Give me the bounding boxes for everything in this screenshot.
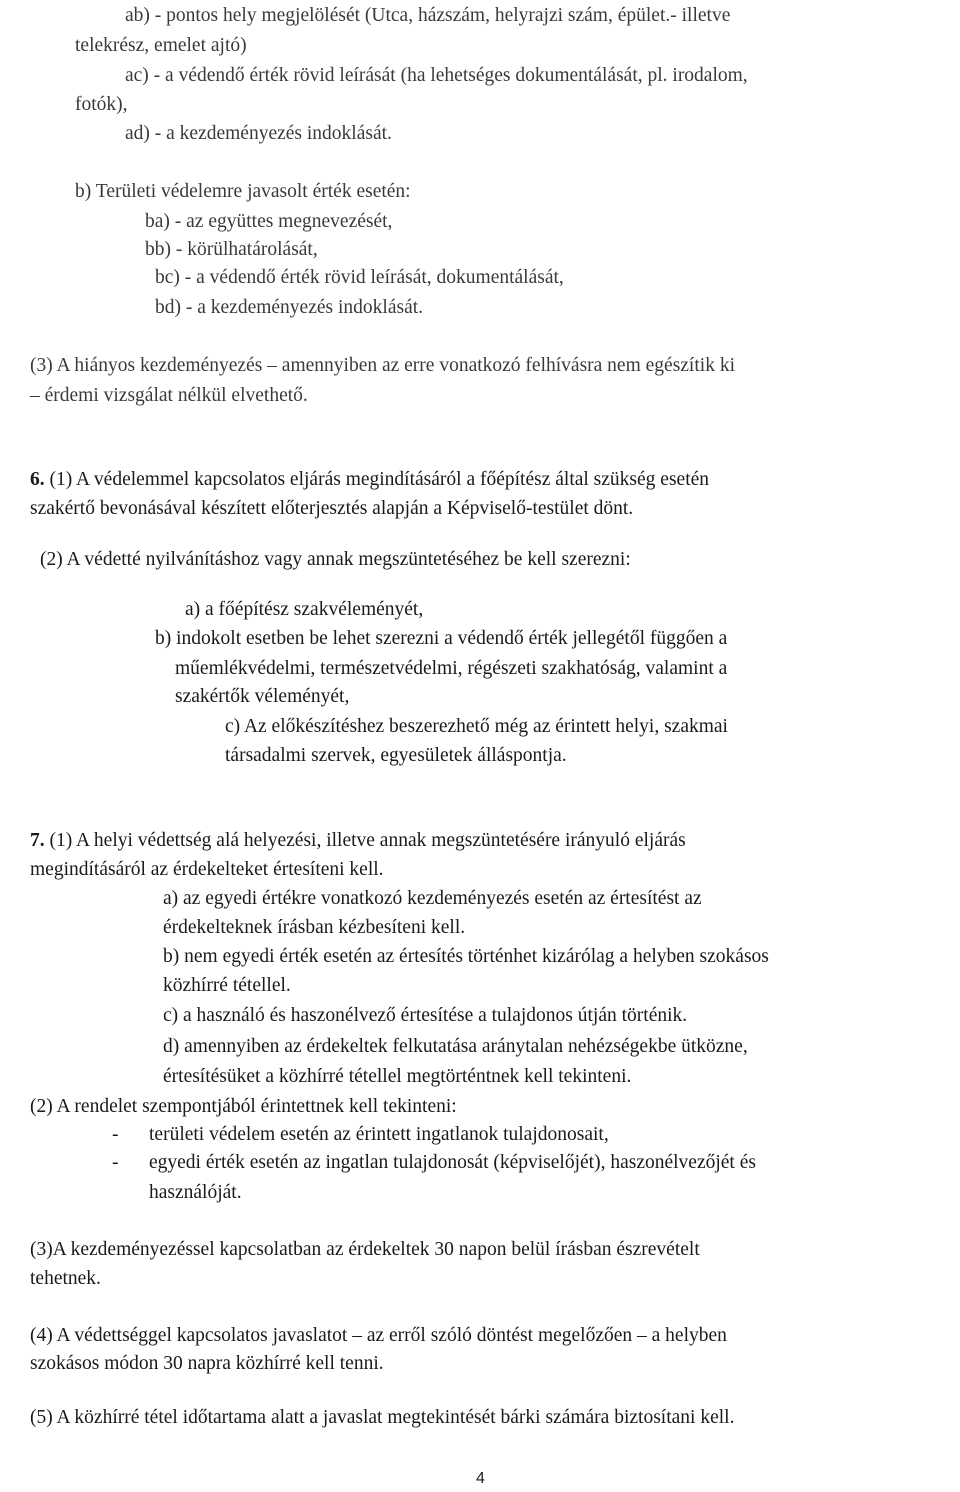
para3-line2: – érdemi vizsgálat nélkül elvethető. xyxy=(30,385,308,406)
section7-item-b-line2: közhírré tétellel. xyxy=(163,975,291,996)
item-ab-line2: telekrész, emelet ajtó) xyxy=(75,35,247,56)
section7-item-a-line2: érdekelteknek írásban kézbesíteni kell. xyxy=(163,917,466,938)
section6-para1-line1 xyxy=(30,467,709,493)
section6-para1-line2: szakértő bevonásával készített előterjesztés alapján a Képviselő-testület dönt. xyxy=(30,498,634,519)
section6-item-c-line1: c) Az előkészítéshez beszerezhető még az érintett helyi, szakmai xyxy=(225,716,728,737)
section7-item-b-line1: b) nem egyedi érték esetén az értesítés történhet kizárólag a helyben szokásos xyxy=(163,946,769,967)
section7-para3-line2: tehetnek. xyxy=(30,1268,101,1289)
list-bullet-2: - xyxy=(112,1152,119,1173)
section7-para3-line1: (3)A kezdeményezéssel kapcsolatban az érdekeltek 30 napon belül írásban észrevételt xyxy=(30,1239,700,1260)
item-bd: bd) - a kezdeményezés indoklását. xyxy=(155,297,424,318)
section6-item-c-line2: társadalmi szervek, egyesületek álláspontja. xyxy=(225,745,567,766)
list-item-1: területi védelem esetén az érintett ingatlanok tulajdonosait, xyxy=(149,1124,609,1145)
section7-item-d-line1: d) amennyiben az érdekeltek felkutatása aránytalan nehézségekbe ütközne, xyxy=(163,1036,748,1057)
list-bullet-1: - xyxy=(112,1124,119,1145)
item-bb: bb) - körülhatárolását, xyxy=(145,239,318,260)
list-item-2-line2: használóját. xyxy=(149,1182,242,1203)
item-bc: bc) - a védendő érték rövid leírását, dokumentálását, xyxy=(155,267,564,288)
section7-para4-line1: (4) A védettséggel kapcsolatos javaslatot – az erről szóló döntést megelőzően – a helyben xyxy=(30,1325,727,1346)
list-item-2-line1: egyedi érték esetén az ingatlan tulajdonosát (képviselőjét), haszonélvezőjét és xyxy=(149,1152,756,1173)
section7-number: 7. xyxy=(30,830,45,851)
para3-line1: (3) A hiányos kezdeményezés – amennyiben az erre vonatkozó felhívásra nem egészítik ki xyxy=(30,355,735,376)
section6-item-b-line1: b) indokolt esetben be lehet szerezni a védendő érték jellegétől függően a xyxy=(155,628,728,649)
section7-para1-line2: megindításáról az érdekelteket értesíteni kell. xyxy=(30,859,384,880)
section7-para5: (5) A közhírré tétel időtartama alatt a javaslat megtekintését bárki számára biztosítani kell. xyxy=(30,1407,735,1428)
item-ac-line1: ac) - a védendő érték rövid leírását (ha lehetséges dokumentálását, pl. irodalom, xyxy=(125,65,748,86)
section7-para1-line1 xyxy=(30,828,686,854)
section6-para1-text: (1) A védelemmel kapcsolatos eljárás megindításáról a főépítész által szükség esetén xyxy=(44,469,710,490)
section7-item-a-line1: a) az egyedi értékre vonatkozó kezdeményezés esetén az értesítést az xyxy=(163,888,702,909)
section6-item-b-line2: műemlékvédelmi, természetvédelmi, régészeti szakhatóság, valamint a xyxy=(175,658,728,679)
section6-para2: (2) A védetté nyilvánításhoz vagy annak megszüntetéséhez be kell szerezni: xyxy=(40,549,631,570)
item-ba: ba) - az együttes megnevezését, xyxy=(145,211,393,232)
section7-item-d-line2: értesítésüket a közhírré tétellel megtörténtnek kell tekinteni. xyxy=(163,1066,632,1087)
page-number: 4 xyxy=(476,1470,485,1487)
item-b-heading: b) Területi védelemre javasolt érték esetén: xyxy=(75,181,411,202)
section7-item-c: c) a használó és haszonélvező értesítése a tulajdonos útján történik. xyxy=(163,1005,688,1026)
item-ab-line1: ab) - pontos hely megjelölését (Utca, házszám, helyrajzi szám, épület.- illetve xyxy=(125,5,731,26)
section7-para4-line2: szokásos módon 30 napra közhírré kell tenni. xyxy=(30,1353,384,1374)
section6-item-a: a) a főépítész szakvéleményét, xyxy=(185,599,424,620)
item-ac-line2: fotók), xyxy=(75,94,128,115)
item-ad: ad) - a kezdeményezés indoklását. xyxy=(125,123,392,144)
section6-number: 6. xyxy=(30,469,45,490)
section6-item-b-line3: szakértők véleményét, xyxy=(175,686,350,707)
section7-para1-text: (1) A helyi védettség alá helyezési, illetve annak megszüntetésére irányuló eljárás xyxy=(44,830,686,851)
section7-para2: (2) A rendelet szempontjából érintettnek kell tekinteni: xyxy=(30,1096,457,1117)
